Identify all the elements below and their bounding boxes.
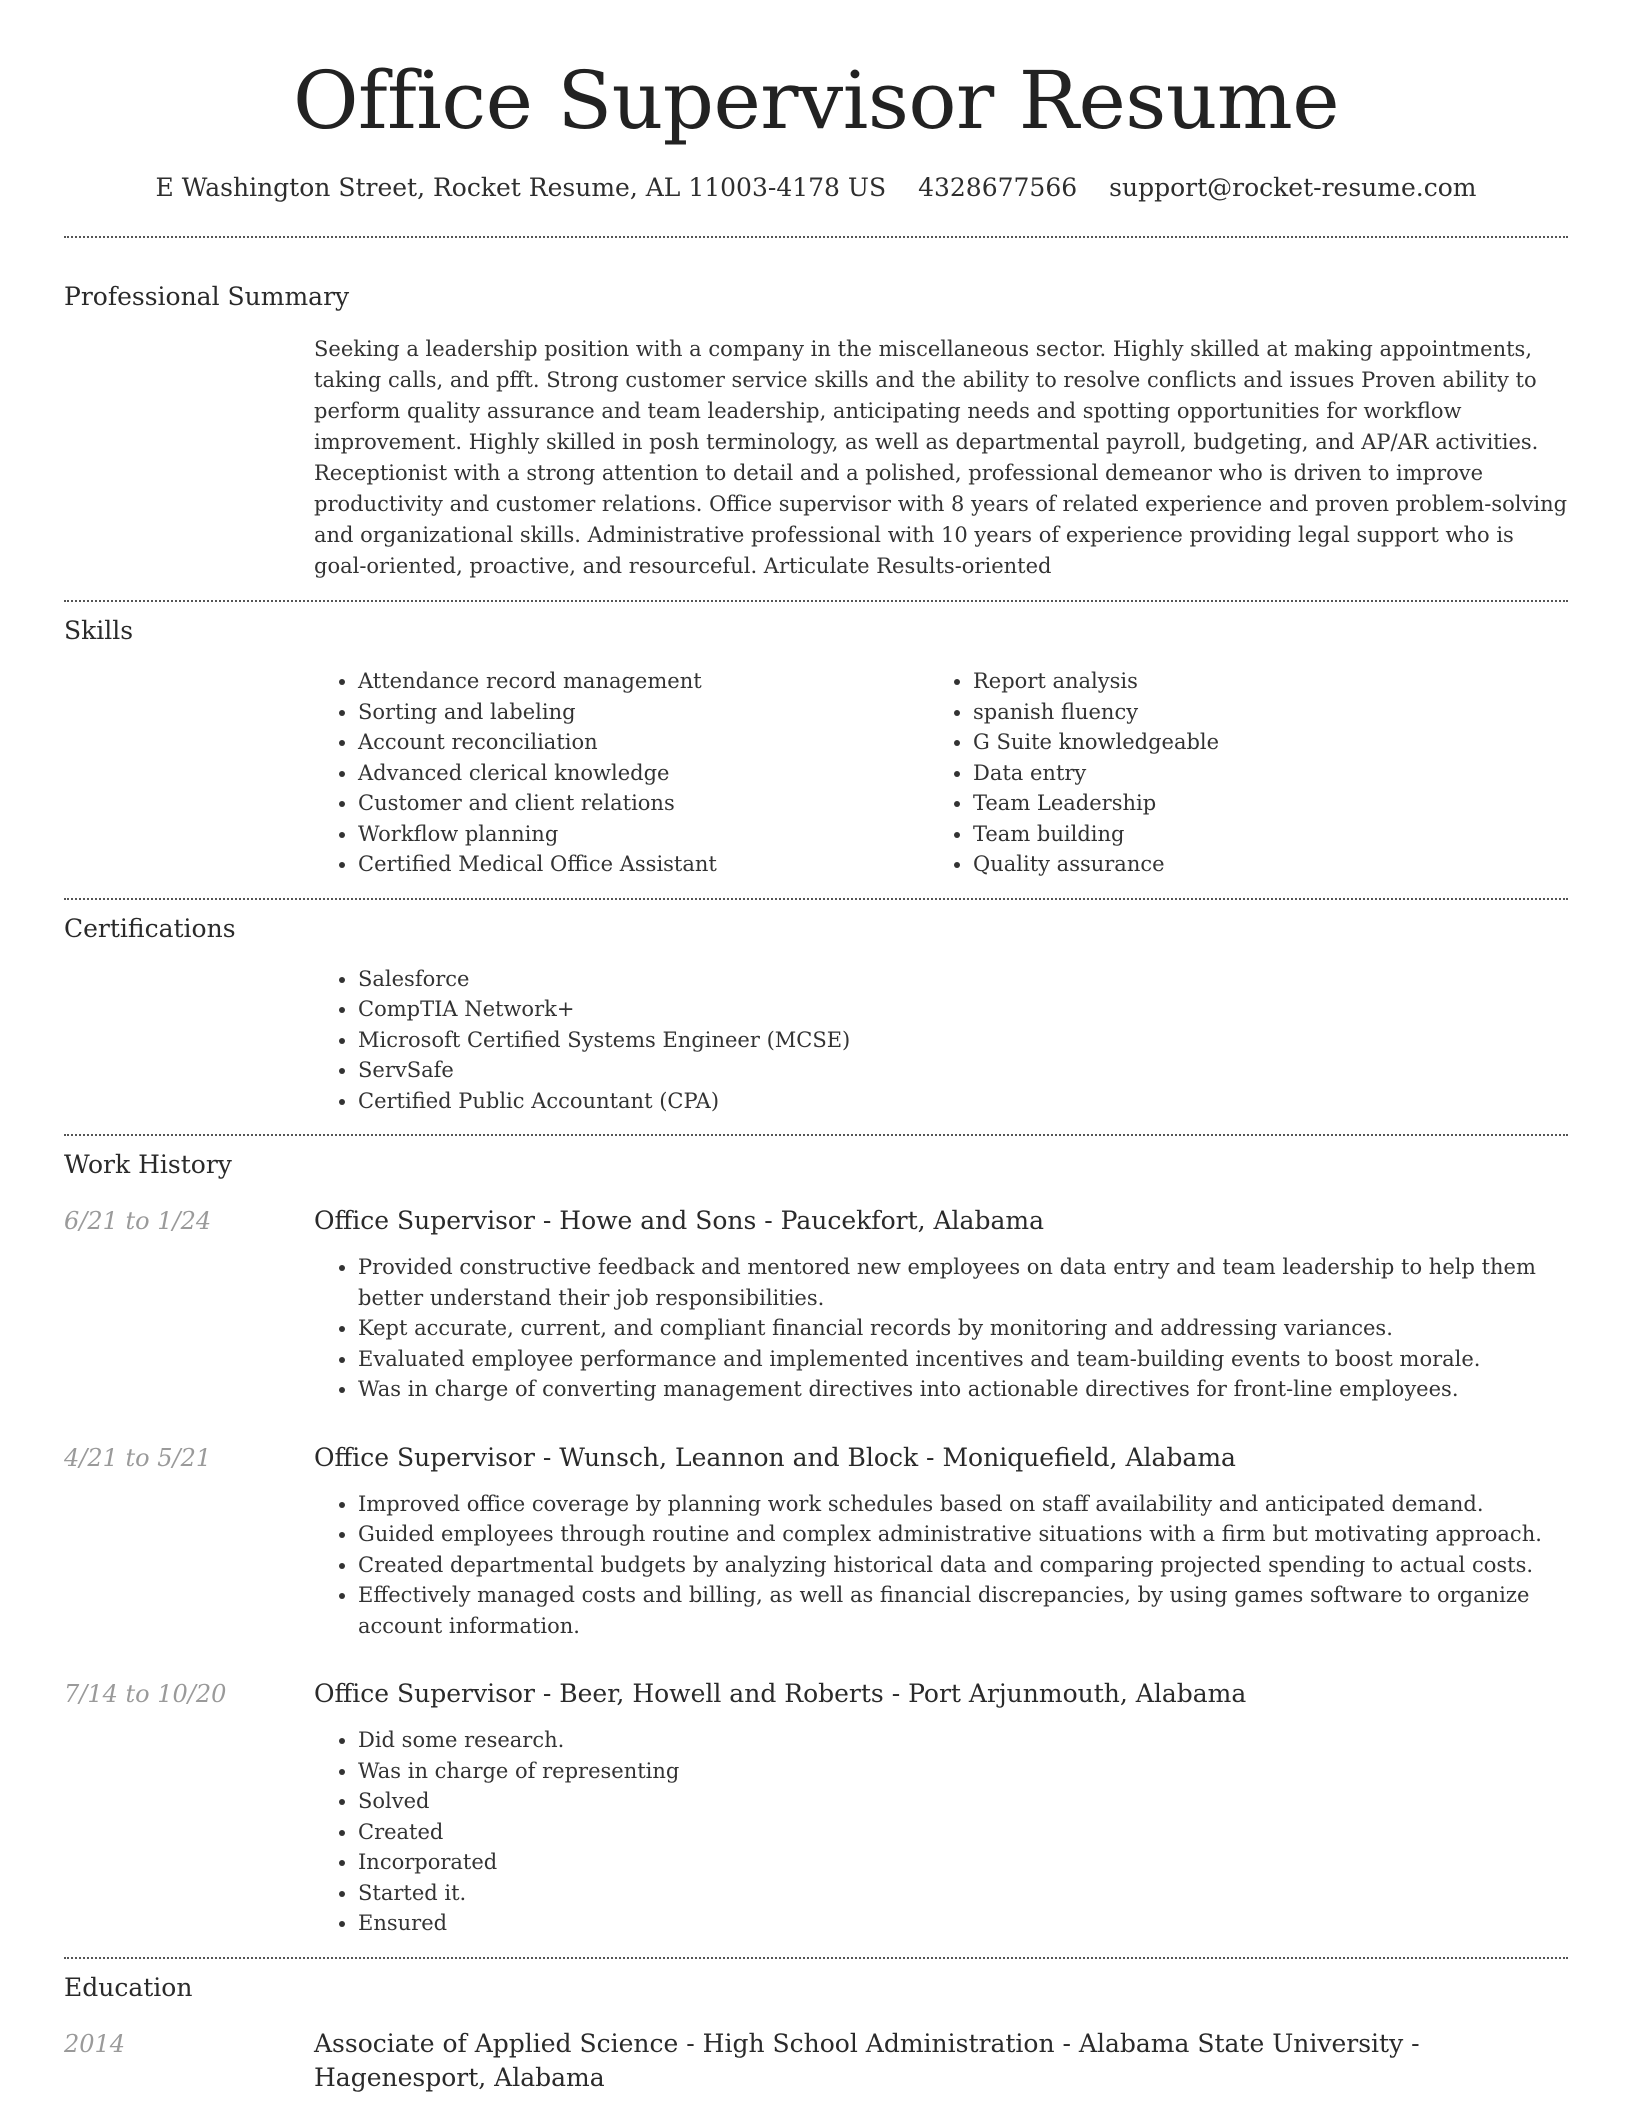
job-title: Office Supervisor - Wunsch, Leannon and Block - Moniquefield, Alabama — [314, 1442, 1236, 1472]
resume-title: Office Supervisor Resume — [292, 54, 1340, 147]
list-item: • Attendance record management — [358, 666, 929, 697]
education-degree: Associate of Applied Science - High School Administration - Alabama State University - Hagenesport, Alabama — [314, 2028, 1420, 2092]
contact-phone: 4328677566 — [918, 173, 1078, 202]
list-item: • Report analysis — [973, 666, 1544, 697]
job-bullets — [314, 1725, 1568, 1939]
list-item: • Certified Medical Office Assistant — [358, 849, 929, 880]
list-item: • Created — [358, 1817, 1568, 1848]
section-heading-summary: Professional Summary — [64, 282, 350, 311]
summary-text: Seeking a leadership position with a company in the miscellaneous sector. Highly skilled at making appointments, taking calls, and pfft. Strong customer service skills and the ability to resolve conflicts and issues Proven ability to perform quality assurance and team leadership, anticipating needs and spotting opportunities for workflow improvement. Highly skilled in posh terminology, as well as departmental payroll, budgeting, and AP/AR activities. Receptionist with a strong attention to detail and a polished, professional demeanor who is driven to improve productivity and customer relations. Office supervisor with 8 years of related experience and proven problem-solving and organizational skills. Administrative professional with 10 years of experience providing legal support who is goal-oriented, proactive, and resourceful. Articulate Results-oriented — [314, 337, 1568, 578]
contact-line — [64, 170, 1568, 206]
skills-list-left — [314, 666, 929, 880]
list-item: • Solved — [358, 1786, 1568, 1817]
list-item: • Certified Public Accountant (CPA) — [358, 1086, 1568, 1117]
list-item: • Started it. — [358, 1878, 1568, 1909]
list-item: • Team Leadership — [973, 788, 1544, 819]
list-item: • Effectively managed costs and billing, as well as financial discrepancies, by using games software to organize account information. — [358, 1580, 1568, 1641]
job-entry — [64, 1204, 1568, 1405]
certifications-list — [314, 964, 1568, 1117]
list-item: • Advanced clerical knowledge — [358, 758, 929, 789]
certifications-section — [64, 900, 1568, 1117]
skills-list-right — [929, 666, 1544, 880]
list-item: • Improved office coverage by planning work schedules based on staff availability and anticipated demand. — [358, 1489, 1568, 1520]
list-item: • Did some research. — [358, 1725, 1568, 1756]
list-item: • spanish fluency — [973, 697, 1544, 728]
list-item: • Provided constructive feedback and mentored new employees on data entry and team leadership to help them better understand their job responsibilities. — [358, 1252, 1568, 1313]
list-item: • Workflow planning — [358, 819, 929, 850]
work-history-section — [64, 1136, 1568, 1939]
skills-section — [64, 602, 1568, 880]
list-item: • Guided employees through routine and complex administrative situations with a firm but motivating approach. — [358, 1519, 1568, 1550]
list-item: • Created departmental budgets by analyzing historical data and comparing projected spending to actual costs. — [358, 1550, 1568, 1581]
job-bullets — [314, 1252, 1568, 1405]
list-item: • Data entry — [973, 758, 1544, 789]
list-item: • Salesforce — [358, 964, 1568, 995]
list-item: • Account reconciliation — [358, 727, 929, 758]
section-heading-certifications: Certifications — [64, 913, 236, 943]
contact-email: support@rocket-resume.com — [1109, 173, 1477, 202]
job-dates: 7/14 to 10/20 — [64, 1680, 227, 1708]
job-entry — [64, 1677, 1568, 1939]
list-item: • Was in charge of converting management directives into actionable directives for front-line employees. — [358, 1374, 1568, 1405]
list-item: • Quality assurance — [973, 849, 1544, 880]
job-title: Office Supervisor - Howe and Sons - Paucekfort, Alabama — [314, 1206, 1044, 1235]
section-heading-education: Education — [64, 1972, 193, 2002]
education-section — [64, 1959, 1568, 2095]
list-item: • Customer and client relations — [358, 788, 929, 819]
job-dates: 4/21 to 5/21 — [64, 1443, 212, 1472]
job-bullets — [314, 1489, 1568, 1642]
list-item: • Incorporated — [358, 1847, 1568, 1878]
job-title: Office Supervisor - Beer, Howell and Roberts - Port Arjunmouth, Alabama — [314, 1679, 1247, 1708]
list-item: • G Suite knowledgeable — [973, 727, 1544, 758]
list-item: • ServSafe — [358, 1055, 1568, 1086]
list-item: • Was in charge of representing — [358, 1756, 1568, 1787]
list-item: • Kept accurate, current, and compliant financial records by monitoring and addressing variances. — [358, 1313, 1568, 1344]
list-item: • Microsoft Certified Systems Engineer (MCSE) — [358, 1025, 1568, 1056]
job-dates: 6/21 to 1/24 — [64, 1207, 212, 1235]
list-item: • Sorting and labeling — [358, 697, 929, 728]
contact-address: E Washington Street, Rocket Resume, AL 11003-4178 US — [155, 173, 887, 202]
education-year: 2014 — [64, 2029, 126, 2058]
summary-section — [64, 238, 1568, 582]
education-entry — [64, 2027, 1568, 2095]
list-item: • Evaluated employee performance and implemented incentives and team-building events to boost morale. — [358, 1344, 1568, 1375]
list-item: • CompTIA Network+ — [358, 994, 1568, 1025]
section-heading-work: Work History — [64, 1150, 232, 1179]
list-item: • Team building — [973, 819, 1544, 850]
section-heading-skills: Skills — [64, 616, 134, 645]
job-entry — [64, 1441, 1568, 1642]
list-item: • Ensured — [358, 1908, 1568, 1939]
